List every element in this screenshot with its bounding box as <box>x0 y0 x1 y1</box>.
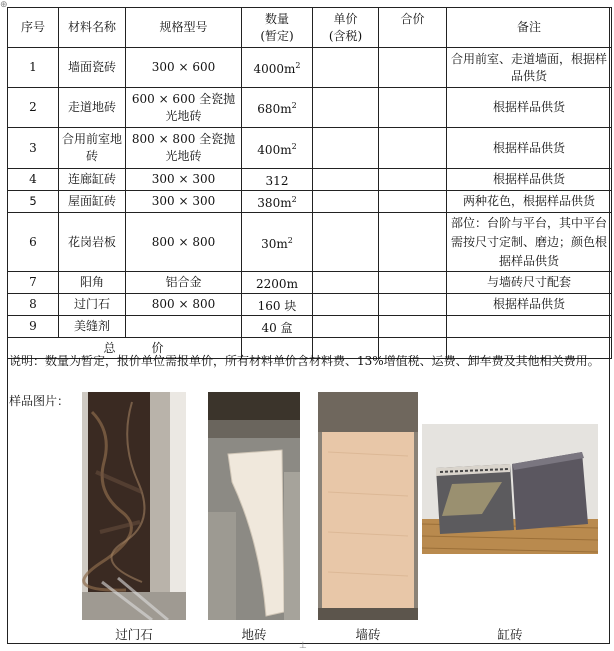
quarry-tile-photo <box>422 424 598 554</box>
summary-label: 总 价 <box>8 338 242 359</box>
row-name: 走道地砖 <box>59 88 126 128</box>
floor-tile-image <box>208 392 300 620</box>
page-bottom-mark: ⊥ <box>299 641 307 651</box>
wall-tile-image <box>318 392 418 620</box>
table-row <box>8 213 612 272</box>
row-price <box>313 316 379 338</box>
row-total <box>379 213 447 272</box>
row-total <box>379 88 447 128</box>
row-qty-value: 4000m <box>253 62 296 76</box>
table-row <box>8 88 612 128</box>
row-no: 1 <box>8 48 59 88</box>
row-no: 7 <box>8 272 59 294</box>
row-qty-value: 40 盒 <box>261 321 293 335</box>
header-qty-line1: 数量 <box>264 11 289 26</box>
row-qty <box>242 48 313 88</box>
row-qty-unit-sup: 2 <box>287 235 293 245</box>
row-total <box>379 48 447 88</box>
row-price <box>313 191 379 213</box>
row-spec: 300 × 300 <box>126 191 242 213</box>
row-remark: 与墙砖尺寸配套 <box>447 272 612 294</box>
table-row <box>8 128 612 169</box>
row-name: 墙面瓷砖 <box>59 48 126 88</box>
table-header-row <box>8 8 612 48</box>
row-price <box>313 213 379 272</box>
samples-label: 样品图片： <box>9 394 70 408</box>
row-total <box>379 316 447 338</box>
table-row <box>8 48 612 88</box>
row-no: 9 <box>8 316 59 338</box>
row-qty-value: 2200m <box>256 277 298 291</box>
row-qty-value: 312 <box>265 174 289 188</box>
row-name: 花岗岩板 <box>59 213 126 272</box>
row-qty-value: 160 块 <box>257 299 297 313</box>
material-list-sheet <box>7 7 610 644</box>
floor-tile-photo <box>208 392 300 620</box>
header-price <box>313 8 379 48</box>
row-no: 4 <box>8 169 59 191</box>
row-qty <box>242 213 313 272</box>
row-spec: 300 × 300 <box>126 169 242 191</box>
table-row <box>8 294 612 316</box>
row-remark: 根据样品供货 <box>447 128 612 169</box>
header-name: 材料名称 <box>59 8 126 48</box>
table-row <box>8 191 612 213</box>
row-qty <box>242 316 313 338</box>
caption-wall-tile: 墙砖 <box>355 627 381 642</box>
row-remark: 根据样品供货 <box>447 294 612 316</box>
row-name: 屋面缸砖 <box>59 191 126 213</box>
row-remark <box>447 316 612 338</box>
table-row <box>8 272 612 294</box>
row-total <box>379 191 447 213</box>
row-spec: 800 × 800 <box>126 294 242 316</box>
header-no: 序号 <box>8 8 59 48</box>
row-spec: 300 × 600 <box>126 48 242 88</box>
row-no: 6 <box>8 213 59 272</box>
row-no: 3 <box>8 128 59 169</box>
quarry-tile-image <box>422 424 598 554</box>
row-no: 5 <box>8 191 59 213</box>
row-qty <box>242 272 313 294</box>
row-qty-value: 400m <box>257 142 292 157</box>
header-qty <box>242 8 313 48</box>
row-name: 美缝剂 <box>59 316 126 338</box>
row-qty-unit-sup: 2 <box>291 141 297 151</box>
row-no: 8 <box>8 294 59 316</box>
row-total <box>379 169 447 191</box>
row-name: 阳角 <box>59 272 126 294</box>
header-spec: 规格型号 <box>126 8 242 48</box>
row-price <box>313 88 379 128</box>
header-total: 合价 <box>379 8 447 48</box>
row-price <box>313 48 379 88</box>
row-qty-unit-sup: 2 <box>291 101 297 110</box>
header-qty-line2: (暂定) <box>260 28 294 43</box>
row-qty <box>242 88 313 128</box>
row-price <box>313 169 379 191</box>
caption-quarry-tile: 缸砖 <box>497 627 523 642</box>
row-price <box>313 294 379 316</box>
row-qty-value: 30m <box>261 236 288 251</box>
row-spec: 800 × 800 全瓷抛光地砖 <box>126 128 242 169</box>
table-row <box>8 169 612 191</box>
row-no: 2 <box>8 88 59 128</box>
row-price <box>313 272 379 294</box>
wall-tile-photo <box>318 392 418 620</box>
row-qty-unit-sup: 2 <box>291 195 297 204</box>
row-total <box>379 294 447 316</box>
row-price <box>313 128 379 169</box>
row-qty-value: 380m <box>257 196 292 210</box>
row-spec: 铝合金 <box>126 272 242 294</box>
header-price-line1: 单价 <box>333 11 358 26</box>
material-table <box>7 7 612 359</box>
row-remark: 合用前室、走道墙面，根据样品供货 <box>447 48 612 88</box>
row-qty-unit-sup: 2 <box>295 61 301 70</box>
note-text: 说明：数量为暂定，报价单位需报单价，所有材料单价含材料费、13%增值税、运费、卸车费及其他相关费用。 <box>9 354 600 368</box>
row-qty <box>242 294 313 316</box>
row-qty <box>242 191 313 213</box>
row-qty <box>242 169 313 191</box>
row-remark: 根据样品供货 <box>447 88 612 128</box>
row-total <box>379 128 447 169</box>
row-name: 连廊缸砖 <box>59 169 126 191</box>
table-anchor-mark: ⊕ <box>0 0 8 10</box>
threshold-stone-image <box>82 392 186 620</box>
row-qty <box>242 128 313 169</box>
row-spec: 600 × 600 全瓷抛光地砖 <box>126 88 242 128</box>
row-spec: 800 × 800 <box>126 213 242 272</box>
row-name: 过门石 <box>59 294 126 316</box>
row-qty-value: 680m <box>257 102 292 116</box>
header-remark: 备注 <box>447 8 612 48</box>
table-row <box>8 316 612 338</box>
row-total <box>379 272 447 294</box>
row-spec <box>126 316 242 338</box>
header-price-line2: (含税) <box>328 28 363 43</box>
row-name: 合用前室地砖 <box>59 128 126 169</box>
row-remark: 根据样品供货 <box>447 169 612 191</box>
caption-threshold-stone: 过门石 <box>115 627 153 642</box>
row-remark: 两种花色，根据样品供货 <box>447 191 612 213</box>
threshold-stone-photo <box>82 392 186 620</box>
caption-floor-tile: 地砖 <box>241 627 267 642</box>
row-remark: 部位：台阶与平台，其中平台需按尺寸定制、磨边；颜色根据样品供货 <box>447 213 612 272</box>
